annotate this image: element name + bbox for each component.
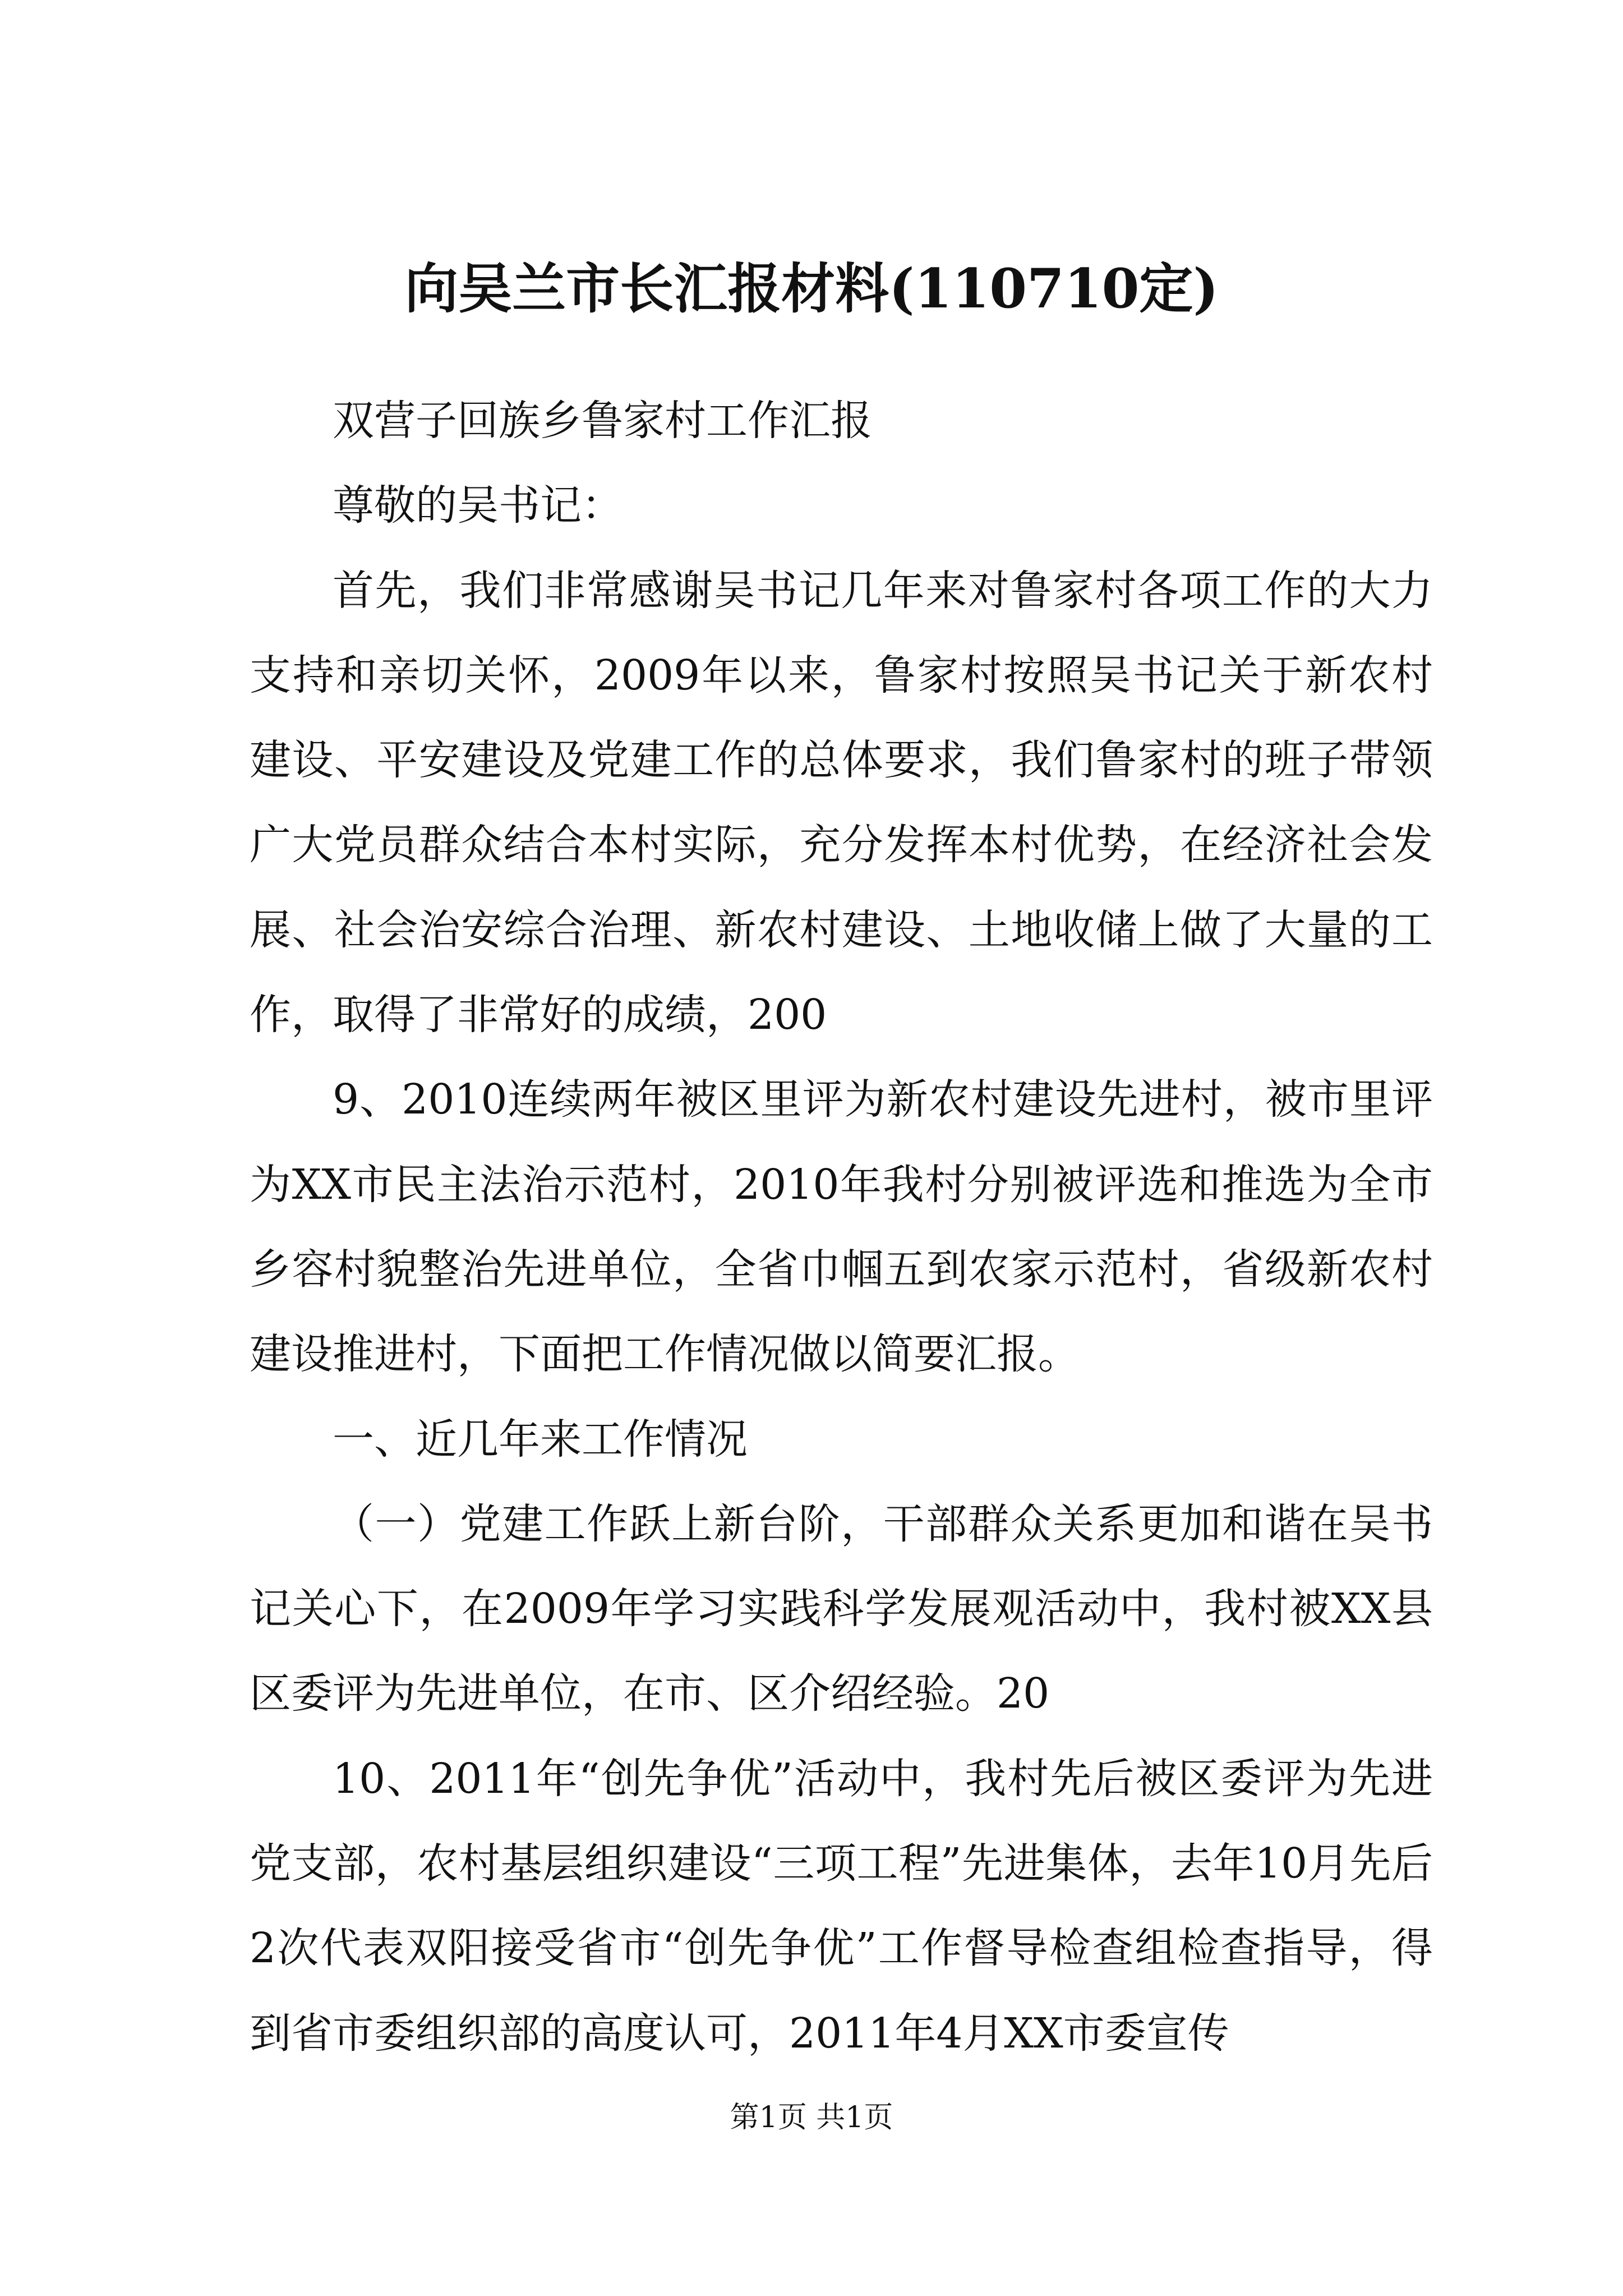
document-title: 向吴兰市长汇报材料(110710定) [404,257,1219,320]
paragraph-salutation: 尊敬的吴书记： [333,481,623,530]
paragraph-heading-village: 双营子回族乡鲁家村工作汇报 [333,397,872,445]
paragraph-excellence-campaign: 10、2011年“创先争优”活动中，我村先后被区委评为先进党支部，农村基层组织建设“三项工程”先进集体，去年10月先后2次代表双阳接受省市“创先争优”工作督导检查组检查指导，得到省市委组织部的高度认可，2011年4月XX市委宣传 [250,1754,1433,2058]
paragraph-party-building: （一）党建工作跃上新台阶，干部群众关系更加和谐在吴书记关心下，在2009年学习实践科学发展观活动中，我村被XX县区委评为先进单位，在市、区介绍经验。20 [250,1499,1433,1718]
section-heading-work-status: 一、近几年来工作情况 [333,1415,748,1464]
paragraph-intro: 首先，我们非常感谢吴书记几年来对鲁家村各项工作的大力支持和亲切关怀，2009年以来，鲁家村按照吴书记关于新农村建设、平安建设及党建工作的总体要求，我们鲁家村的班子带领广大党员群众结合本村实际，充分发挥本村优势，在经济社会发展、社会治安综合治理、新农村建设、土地收储上做了大量的工作，取得了非常好的成绩，200 [250,566,1433,1039]
paragraph-honors: 9、2010连续两年被区里评为新农村建设先进村，被市里评为XX市民主法治示范村，2010年我村分别被评选和推选为全市乡容村貌整治先进单位，全省巾帼五到农家示范村，省级新农村建设推进村，下面把工作情况做以简要汇报。 [250,1075,1433,1379]
document-body [250,379,1433,2076]
page-footer: 第1页 共1页 [730,2101,893,2134]
